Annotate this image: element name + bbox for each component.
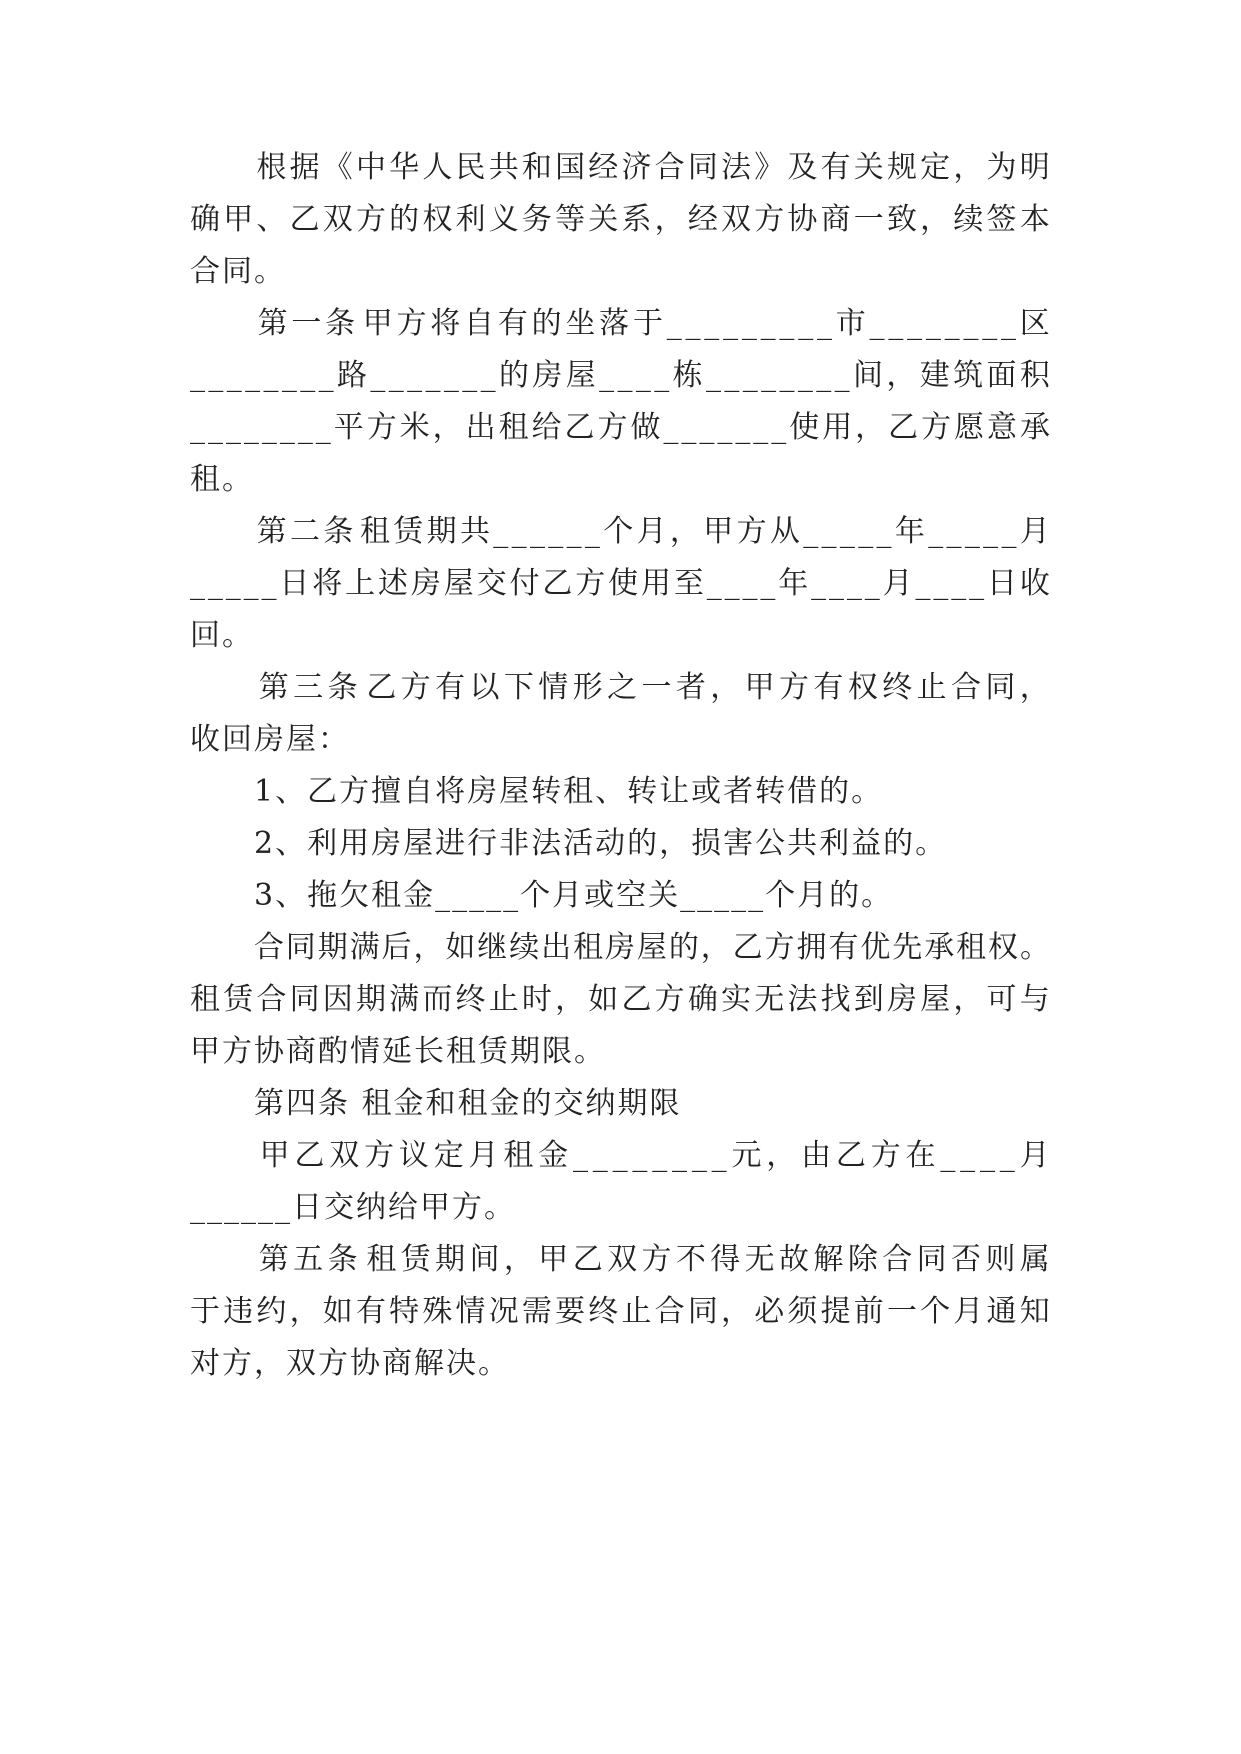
article-1-line-4: 租。 xyxy=(190,462,254,497)
article-4-heading: 第四条 租金和租金的交纳期限 xyxy=(190,1086,682,1121)
renewal-line-3: 甲方协商酌情延长租赁期限。 xyxy=(190,1034,606,1069)
article-4-line-2: ______日交纳给甲方。 xyxy=(190,1190,516,1225)
article-3-item-2: 2、利用房屋进行非法活动的，损害公共利益的。 xyxy=(190,826,948,861)
article-3-item-3: 3、拖欠租金_____个月或空关_____个月的。 xyxy=(190,878,894,913)
article-1-line-1: 第 一 条 甲 方 将 自 有 的 坐 落 于 _ _ _ _ _ _ _ _ _ 市 _ _ _ _ _ _ _ _ 区 xyxy=(257,306,1050,341)
article-3-item-1: 1、乙方擅自将房屋转租、转让或者转借的。 xyxy=(190,774,884,809)
article-2-line-3: 回。 xyxy=(190,618,254,653)
article-3-line-1: 第 三 条 乙 方 有 以 下 情 形 之 一 者 ， 甲 方 有 权 终 止 合 同 ， xyxy=(258,670,1050,705)
article-2-line-1: 第 二 条 租 赁 期 共 _ _ _ _ _ _ 个 月 ， 甲 方 从 _ _ _ _ _ 年 _ _ _ _ _ 月 xyxy=(256,514,1050,549)
article-1-line-3: _ _ _ _ _ _ _ _ 平 方 米 ， 出 租 给 乙 方 做 _ _ _ _ _ _ _ 使 用 ， 乙 方 愿 意 承 xyxy=(190,410,1050,445)
renewal-line-2: 租 赁 合 同 因 期 满 而 终 止 时 ， 如 乙 方 确 实 无 法 找 到 房 屋 ， 可 与 xyxy=(190,982,1050,1017)
article-1-line-2: _ _ _ _ _ _ _ _ 路 _ _ _ _ _ _ _ 的 房 屋 _ _ _ _ 栋 _ _ _ _ _ _ _ _ 间 ， 建 筑 面 积 xyxy=(190,358,1050,393)
renewal-line-1: 合 同 期 满 后 ， 如 继 续 出 租 房 屋 的 ， 乙 方 拥 有 优 先 承 租 权 。 xyxy=(253,930,1050,965)
article-5-line-1: 第 五 条 租 赁 期 间 ， 甲 乙 双 方 不 得 无 故 解 除 合 同 否 则 属 xyxy=(258,1242,1050,1277)
article-4-line-1: 甲 乙 双 方 议 定 月 租 金 _ _ _ _ _ _ _ _ 元 ， 由 乙 方 在 _ _ _ _ 月 xyxy=(259,1138,1050,1173)
paragraph-intro-line-2: 确 甲 、 乙 双 方 的 权 利 义 务 等 关 系 ， 经 双 方 协 商 一 致 ， 续 签 本 xyxy=(190,202,1050,237)
paragraph-intro-line-3: 合同。 xyxy=(190,254,286,289)
article-2-line-2: _ _ _ _ _ 日 将 上 述 房 屋 交 付 乙 方 使 用 至 _ _ _ _ 年 _ _ _ _ 月 _ _ _ _ 日 收 xyxy=(190,566,1050,601)
article-5-line-2: 于 违 约 ， 如 有 特 殊 情 况 需 要 终 止 合 同 ， 必 须 提 前 一 个 月 通 知 xyxy=(190,1294,1050,1329)
article-5-line-3: 对方，双方协商解决。 xyxy=(190,1346,510,1381)
paragraph-intro-line-1: 根 据 《 中 华 人 民 共 和 国 经 济 合 同 法 》 及 有 关 规 定 ， 为 明 xyxy=(256,150,1050,185)
article-3-line-2: 收回房屋： xyxy=(190,722,350,757)
